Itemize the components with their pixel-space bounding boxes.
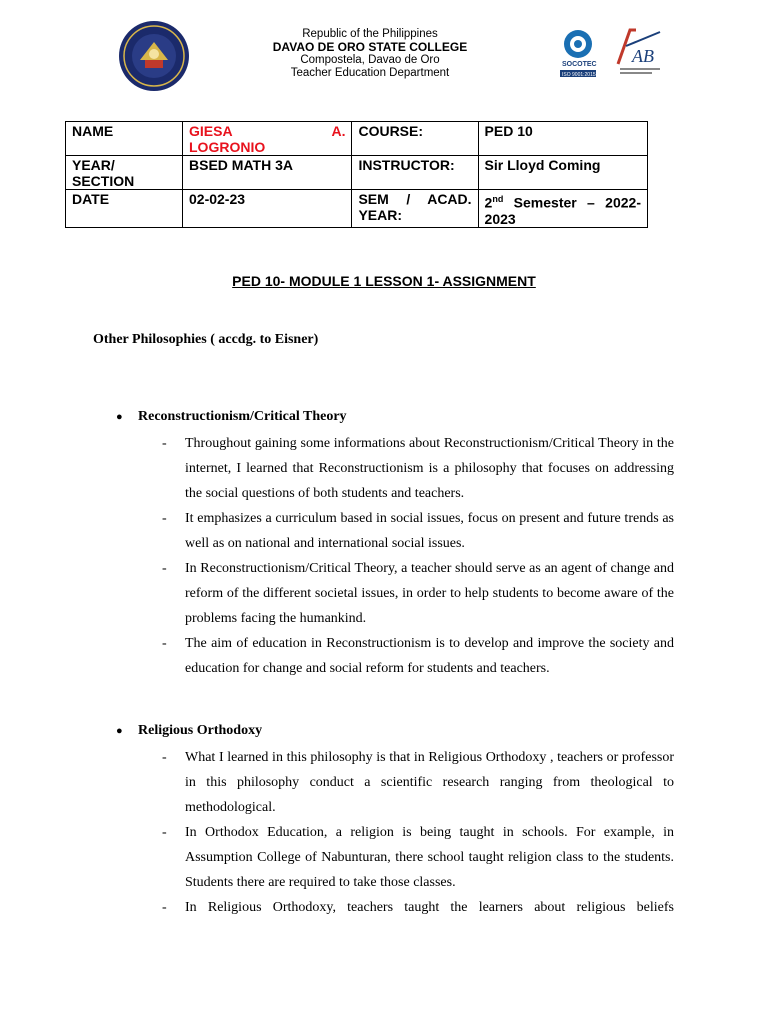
table-row	[66, 122, 648, 156]
instructor-label: INSTRUCTOR:	[352, 156, 478, 190]
list-item: - The aim of education in Reconstructionism is to develop and improve the society and education for change and social reform for students and teachers.	[162, 631, 674, 681]
course-label: COURSE:	[352, 122, 478, 156]
college-name: DAVAO DE ORO STATE COLLEGE	[272, 40, 468, 54]
page-title: PED 10- MODULE 1 LESSON 1- ASSIGNMENT	[232, 273, 536, 289]
section-heading: ● Reconstructionism/Critical Theory	[116, 409, 347, 424]
year-section-value: BSED MATH 3A	[183, 156, 352, 190]
college-address: Compostela, Davao de Oro	[300, 54, 440, 66]
list-item: - In Orthodox Education, a religion is being taught in schools. For example, in Assumption College of Nabunturan, there school taught religion class to the students. Students there are required to take those classes.	[162, 820, 674, 895]
iso-label: ISO 9001:2015	[562, 72, 596, 78]
dash-icon: -	[162, 900, 167, 915]
list-item: - What I learned in this philosophy is that in Religious Orthodoxy , teachers or professor in this philosophy conduct a scientific research ranging from theological to methodological.	[162, 745, 674, 820]
dash-icon: -	[162, 750, 167, 765]
last-name: LOGRONIO	[189, 139, 266, 155]
sem-acad-year-value: 2nd Semester – 2022- 2023	[478, 190, 647, 228]
college-header	[255, 28, 485, 80]
first-name: GIESA	[189, 123, 233, 139]
name-label: NAME	[66, 122, 183, 156]
dash-icon: -	[162, 511, 167, 526]
college-seal-logo	[118, 20, 190, 92]
certification-logos	[556, 24, 666, 84]
course-value: PED 10	[478, 122, 647, 156]
dash-icon: -	[162, 636, 167, 651]
section-heading: ● Religious Orthodoxy	[116, 723, 263, 738]
list-item: - In Religious Orthodoxy, teachers taught the learners about religious beliefs	[162, 895, 674, 920]
dash-icon: -	[162, 825, 167, 840]
department-name: Teacher Education Department	[290, 67, 450, 79]
socotec-label: SOCOTEC	[562, 61, 597, 68]
table-row	[66, 190, 648, 228]
ab-label: AB	[632, 46, 654, 66]
bullet-icon: ●	[116, 725, 123, 737]
middle-initial: A.	[331, 123, 346, 139]
year-section-label: YEAR/ SECTION	[66, 156, 183, 190]
student-info-table	[65, 121, 648, 228]
list-item: - In Reconstructionism/Critical Theory, a teacher should serve as an agent of change and reform of the different societal issues, in order to help students to become aware of the problems facing the humankind.	[162, 556, 674, 631]
name-value	[183, 122, 352, 156]
republic-line: Republic of the Philippines	[302, 28, 438, 40]
sem-acad-year-label: SEM / ACAD. YEAR:	[352, 190, 478, 228]
table-row	[66, 156, 648, 190]
date-value: 02-02-23	[183, 190, 352, 228]
subtitle: Other Philosophies ( accdg. to Eisner)	[93, 332, 319, 347]
date-label: DATE	[66, 190, 183, 228]
instructor-value: Sir Lloyd Coming	[478, 156, 647, 190]
bullet-icon: ●	[116, 411, 123, 423]
list-item: - It emphasizes a curriculum based in social issues, focus on present and future trends as well as on national and international social issues.	[162, 506, 674, 556]
dash-icon: -	[162, 561, 167, 576]
dash-icon: -	[162, 436, 167, 451]
list-item: - Throughout gaining some informations about Reconstructionism/Critical Theory in the internet, I learned that Reconstructionism is a philosophy that focuses on addressing the social questions of both students and teachers.	[162, 431, 674, 506]
